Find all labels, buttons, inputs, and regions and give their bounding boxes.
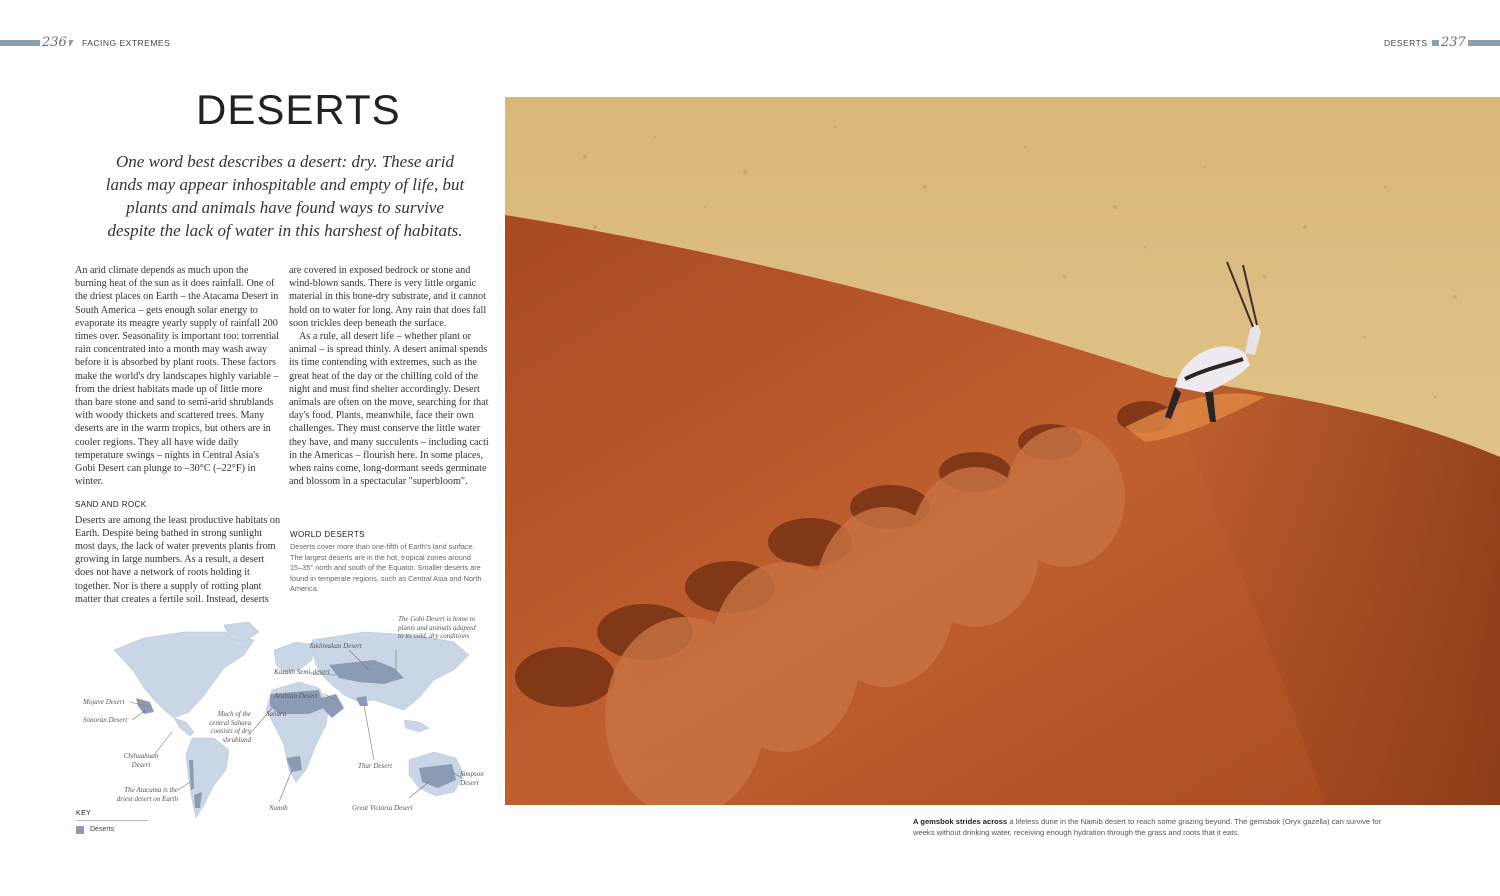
body-paragraph: Deserts are among the least productive habitats on Earth. Despite being bathed in strong sunlight most days, the lack of water prevents plants from growing in large numbers. As a result, a desert does not have a network of roots holding it together. Nor is there a supply of rotting plant matter that creates a fertile soil. Instead, deserts (75, 514, 281, 605)
world-deserts-title: WORLD DESERTS (290, 530, 365, 539)
caption-lead: A gemsbok strides across (913, 817, 1008, 826)
map-label-sahara-note: Much of the central Sahara consists of dry shrubland (209, 710, 251, 744)
map-label-chihuahuan: Chihuahuan Desert (123, 752, 159, 769)
body-paragraph: An arid climate depends as much upon the burning heat of the sun as it does rainfall. One of the driest places on Earth – the Atacama Desert in South America – gets enough solar energy to evaporate its meagre yearly supply of rainfall 200 times over. Seasonality is important too: torrential rain concentrated into a month may wash away before it is absorbed by plant roots. These factors make the world's dry landscapes highly variable – from the driest habitats made up of little more than bare stone and sand to semi-arid shrublands with woody thickets and scattered trees. Many deserts are in the warm tropics, but others are in cooler regions. They all have wide daily temperature swings – nights in Central Asia's Gobi Desert can plunge to –30°C (–22°F) in winter. (75, 265, 279, 488)
map-label-thar: Thar Desert (358, 762, 393, 770)
map-key-label: Deserts (90, 826, 115, 833)
map-label-atacama-note: The Atacama is the driest desert on Earth (116, 786, 178, 803)
body-paragraph: As a rule, all desert life – whether plant or animal – is spread thinly. A desert animal spends its time contending with extremes, such as the great heat of the day or the chilling cold of the night and must find shelter accordingly. Desert animals are often on the move, searching for that day's food. Plants, meanwhile, face their own challenges. They must conserve the little water they have, and many succulents – including cacti in the Americas – flourish here. In some places, when rains come, long-dormant seeds germinate and blossom in a spectacular "superbloom". (289, 331, 489, 488)
left-running-head: FACING EXTREMES (82, 38, 171, 48)
caption-text: a lifeless dune in the Namib desert to reach some grazing beyond. The gemsbok (Oryx gazella) can survive for weeks without drinking water, receiving enough hydration through the grass and roots that it eats. (913, 817, 1382, 837)
map-label-namib: Namib (269, 804, 288, 812)
right-running-head: DESERTS (1384, 38, 1428, 48)
map-key-title: KEY (76, 810, 92, 817)
map-label-arabian: Arabian Desert (274, 692, 318, 700)
map-label-mojave: Mojave Desert (83, 698, 125, 706)
map-label-great-victoria: Great Victoria Desert (352, 804, 413, 812)
map-label-sonoran: Sonoran Desert (83, 716, 128, 724)
left-page-number: 236 (42, 35, 67, 50)
body-column-right (289, 264, 495, 488)
world-deserts-text: Deserts cover more than one-fifth of Earth's land surface. The largest deserts are in the hot, tropical zones around 15–35° north and south of the Equator. Smaller deserts are found in temperate regions, such as Central Asia and North America. (290, 542, 482, 593)
map-label-taklimakan: Taklimakan Desert (309, 642, 362, 650)
map-label-sahara: Sahara (266, 710, 287, 718)
dune-illustration (505, 97, 1500, 805)
page-title: DESERTS (196, 86, 401, 133)
photo-caption (913, 817, 1383, 838)
gemsbok-dune-photo (505, 97, 1500, 805)
map-label-gobi-note: The Gobi Desert is home to plants and animals adapted to its cold, dry conditions (398, 615, 476, 640)
right-page-number: 237 (1441, 35, 1466, 50)
map-key-divider (76, 820, 148, 821)
body-paragraph: are covered in exposed bedrock or stone and wind-blown sands. There is very little organic material in this bone-dry substrate, and it cannot hold on to water for long. Any rain that does fall soon trickles deep beneath the surface. (289, 265, 487, 329)
intro-text: One word best describes a desert: dry. These arid lands may appear inhospitable and empty of life, but plants and animals have found ways to survive despite the lack of water in this harshest of habitats. (105, 152, 465, 240)
world-desert-map (74, 610, 489, 830)
map-label-kazakh: Kazakh Semi-desert (274, 668, 330, 676)
body-column-left (75, 264, 281, 606)
section-subhead: SAND AND ROCK (75, 500, 147, 510)
map-label-simpson: Simpson Desert (460, 770, 484, 787)
map-key-swatch (76, 826, 84, 834)
